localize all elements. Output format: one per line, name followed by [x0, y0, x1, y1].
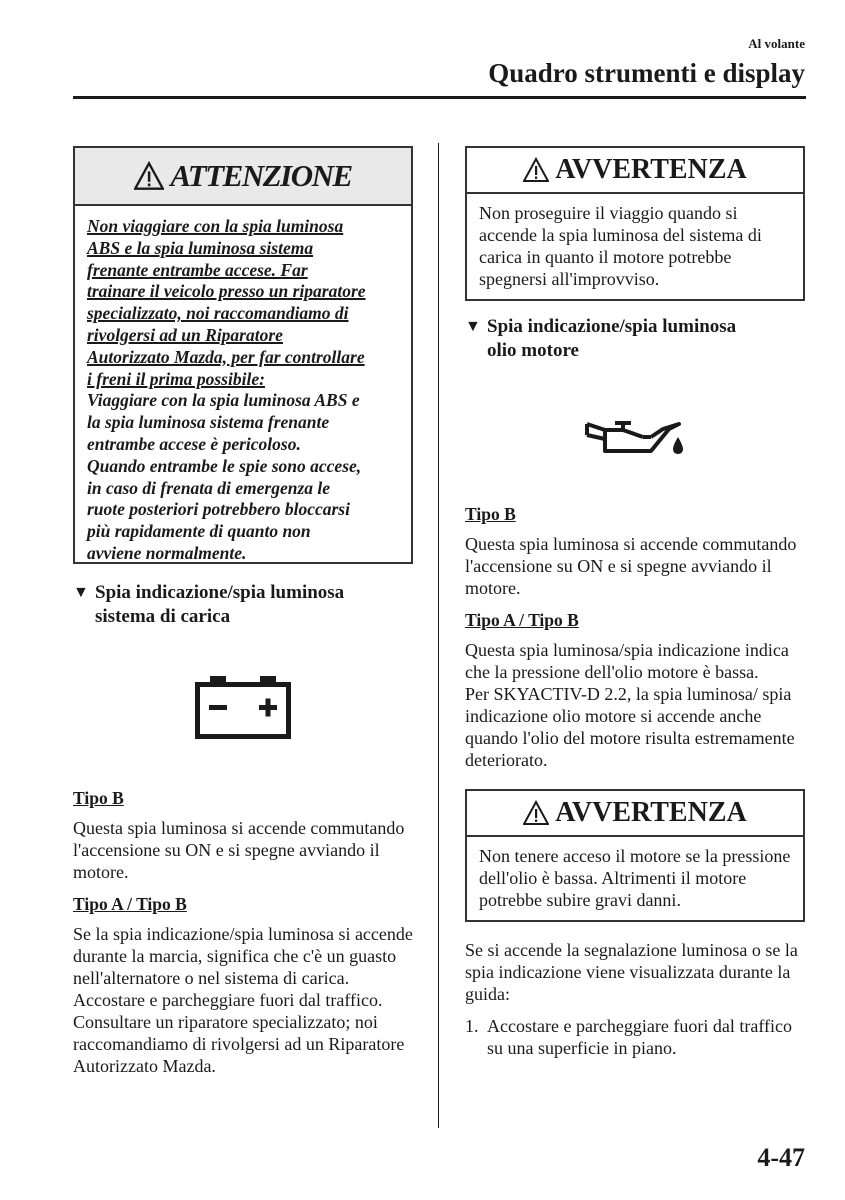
caution-line: Quando entrambe le spie sono accese,	[87, 455, 362, 476]
warning-title: AVVERTENZA	[555, 154, 747, 185]
right-column	[465, 146, 805, 1059]
caution-title: ATTENZIONE	[170, 158, 352, 193]
caution-line: rivolgersi ad un Riparatore	[87, 324, 283, 345]
list-item-number: 1.	[465, 1016, 479, 1036]
warning-triangle-icon	[134, 161, 164, 191]
tipo-b-text: Questa spia luminosa si accende commutando l'accensione su ON e si spegne avviando il motore.	[465, 534, 797, 598]
header-rule	[73, 96, 806, 99]
caution-box	[73, 146, 413, 564]
warning-triangle-icon	[523, 800, 549, 826]
caution-line: più rapidamente di quanto non	[87, 521, 311, 542]
battery-charge-icon	[195, 675, 291, 739]
caution-line: trainare il veicolo presso un riparatore	[87, 281, 366, 302]
caution-line: entrambe accese è pericoloso.	[87, 433, 301, 454]
after-warning-text: Se si accende la segnalazione luminosa o se la spia indicazione viene visualizzata durante la guida:	[465, 940, 798, 1004]
warning-title: AVVERTENZA	[555, 797, 747, 828]
tipo-ab-text: Per SKYACTIV-D 2.2, la spia luminosa/ spia indicazione olio motore si accende anche quando l'olio del motore risulta estremamente deteriorato.	[465, 684, 795, 770]
caution-line: i freni il prima possibile:	[87, 368, 265, 389]
tipo-b-label: Tipo B	[465, 504, 516, 524]
caution-line: frenante entrambe accese. Far	[87, 259, 308, 280]
caution-line: Autorizzato Mazda, per far controllare	[87, 346, 365, 367]
tipo-b-text: Questa spia luminosa si accende commutando l'accensione su ON e si spegne avviando il motore.	[73, 818, 405, 882]
page-number: 4-47	[757, 1143, 805, 1172]
tipo-ab-text: Questa spia luminosa/spia indicazione indica che la pressione dell'olio motore è bassa.	[465, 640, 789, 682]
caution-body	[75, 206, 411, 575]
section-heading-line: sistema di carica	[95, 606, 231, 627]
page-title: Quadro strumenti e display	[488, 58, 805, 88]
warning-text: Non proseguire il viaggio quando si accende la spia luminosa del sistema di carica in quanto il motore potrebbe spegnersi all'improvviso.	[479, 203, 762, 289]
tipo-b-label: Tipo B	[73, 788, 124, 808]
caution-line: la spia luminosa sistema frenante	[87, 412, 330, 433]
section-heading-oil	[465, 315, 805, 363]
section-marker-icon: ▼	[465, 318, 481, 335]
warning-header	[467, 148, 803, 194]
battery-icon-wrap	[73, 675, 413, 741]
caution-header	[75, 148, 411, 206]
caution-line: Viaggiare con la spia luminosa ABS e	[87, 390, 360, 411]
section-label: Al volante	[748, 36, 805, 51]
tipo-ab-label: Tipo A / Tipo B	[73, 894, 187, 914]
warning-box	[465, 146, 805, 301]
warning-box	[465, 789, 805, 922]
section-heading-line: Spia indicazione/spia luminosa	[95, 582, 345, 603]
section-marker-icon: ▼	[73, 584, 89, 601]
warning-header	[467, 791, 803, 837]
list-item-text: Accostare e parcheggiare fuori dal traffico su una superficie in piano.	[487, 1016, 792, 1058]
tipo-ab-text: Se la spia indicazione/spia luminosa si accende durante la marcia, significa che c'è un guasto nell'alternatore o nel sistema di carica.	[73, 924, 413, 988]
tipo-ab-label: Tipo A / Tipo B	[465, 610, 579, 630]
caution-line: Non viaggiare con la spia luminosa	[87, 216, 344, 236]
tipo-ab-text: Accostare e parcheggiare fuori dal traffico. Consultare un riparatore specializzato; noi raccomandiamo di rivolgersi ad un Riparatore Autorizzato Mazda.	[73, 990, 405, 1076]
warning-text: Non tenere acceso il motore se la pressione dell'olio è bassa. Altrimenti il motore potrebbe subire gravi danni.	[479, 846, 791, 910]
caution-line: avviene normalmente.	[87, 542, 247, 563]
column-divider	[438, 143, 439, 1128]
warning-triangle-icon	[523, 157, 549, 183]
caution-line: specializzato, noi raccomandiamo di	[87, 303, 349, 324]
section-heading-line: olio motore	[487, 340, 579, 361]
caution-line: in caso di frenata di emergenza le	[87, 477, 331, 498]
section-heading-charge	[73, 581, 413, 629]
section-heading-line: Spia indicazione/spia luminosa	[487, 316, 737, 337]
caution-line: ruote posteriori potrebbero bloccarsi	[87, 499, 350, 520]
left-column	[73, 146, 413, 1077]
numbered-list-item	[465, 1015, 805, 1059]
caution-line: ABS e la spia luminosa sistema	[87, 237, 314, 258]
oil-can-icon	[583, 415, 687, 459]
oil-icon-wrap	[465, 415, 805, 463]
